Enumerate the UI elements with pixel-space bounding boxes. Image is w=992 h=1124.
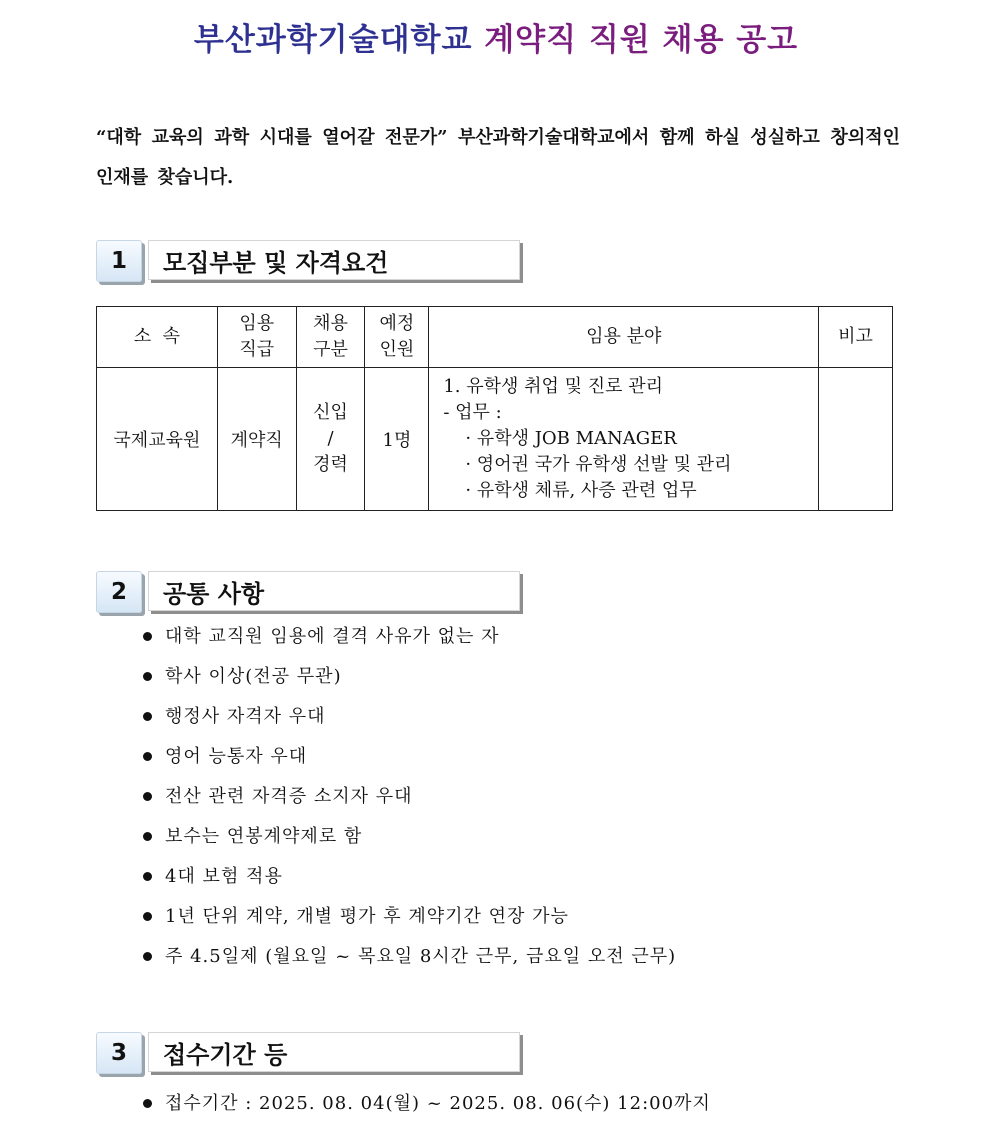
list-item: 1년 단위 계약, 개별 평가 후 계약기간 연장 가능 (140, 897, 676, 937)
duty-item: · 유학생 JOB MANAGER (465, 428, 677, 449)
bullet-icon (143, 632, 152, 641)
list-item: 접수기간 : 2025. 08. 04(월) ~ 2025. 08. 06(수) 12:00까지 (140, 1084, 711, 1124)
section-number: 2 (96, 571, 142, 613)
page-title (0, 14, 992, 59)
application-items-list (140, 1084, 711, 1124)
bullet-icon (143, 752, 152, 761)
cell-note (819, 368, 893, 511)
bullet-icon (143, 1099, 152, 1108)
intro-paragraph: “대학 교육의 과학 시대를 열어갈 전문가” 부산과학기술대학교에서 함께 하실 성실하고 창의적인 인재를 찾습니다. (96, 127, 900, 188)
header-affiliation: 소 속 (97, 307, 218, 368)
header-field: 임용 분야 (429, 307, 819, 368)
bullet-icon (143, 952, 152, 961)
title-university: 부산과학기술대학교 (193, 22, 473, 58)
cell-grade: 계약직 (217, 368, 296, 511)
list-item: 전산 관련 자격증 소지자 우대 (140, 777, 676, 817)
list-item: 학사 이상(전공 무관) (140, 657, 676, 697)
bullet-icon (143, 832, 152, 841)
cell-duties (429, 368, 819, 511)
section-2-header (96, 571, 526, 621)
section-3-header (96, 1032, 526, 1082)
bullet-icon (143, 792, 152, 801)
duty-subtitle: - 업무 : (443, 402, 502, 423)
section-title: 모집부분 및 자격요건 (148, 240, 520, 280)
common-items-list (140, 617, 676, 977)
title-announcement: 계약직 직원 채용 공고 (484, 22, 799, 58)
list-item: 4대 보험 적용 (140, 857, 676, 897)
duty-item: · 유학생 체류, 사증 관련 업무 (465, 480, 697, 501)
header-count: 예정 인원 (365, 307, 429, 368)
list-item: 행정사 자격자 우대 (140, 697, 676, 737)
bullet-icon (143, 712, 152, 721)
header-grade: 임용 직급 (217, 307, 296, 368)
cell-count: 1명 (365, 368, 429, 511)
section-1-header (96, 240, 526, 290)
recruitment-table (96, 306, 893, 511)
table-header-row (97, 307, 893, 368)
cell-affiliation: 국제교육원 (97, 368, 218, 511)
bullet-icon (143, 872, 152, 881)
section-number: 1 (96, 240, 142, 282)
bullet-icon (143, 912, 152, 921)
list-item: 주 4.5일제 (월요일 ~ 목요일 8시간 근무, 금요일 오전 근무) (140, 937, 676, 977)
bullet-icon (143, 672, 152, 681)
section-number: 3 (96, 1032, 142, 1074)
header-type: 채용 구분 (296, 307, 365, 368)
list-item: 대학 교직원 임용에 결격 사유가 없는 자 (140, 617, 676, 657)
list-item: 영어 능통자 우대 (140, 737, 676, 777)
list-item: 보수는 연봉계약제로 함 (140, 817, 676, 857)
section-title: 공통 사항 (148, 571, 520, 611)
duty-item: · 영어권 국가 유학생 선발 및 관리 (465, 454, 732, 475)
duty-title: 1. 유학생 취업 및 진로 관리 (443, 376, 664, 397)
table-row (97, 368, 893, 511)
header-note: 비고 (819, 307, 893, 368)
cell-type: 신입 / 경력 (296, 368, 365, 511)
section-title: 접수기간 등 (148, 1032, 520, 1072)
